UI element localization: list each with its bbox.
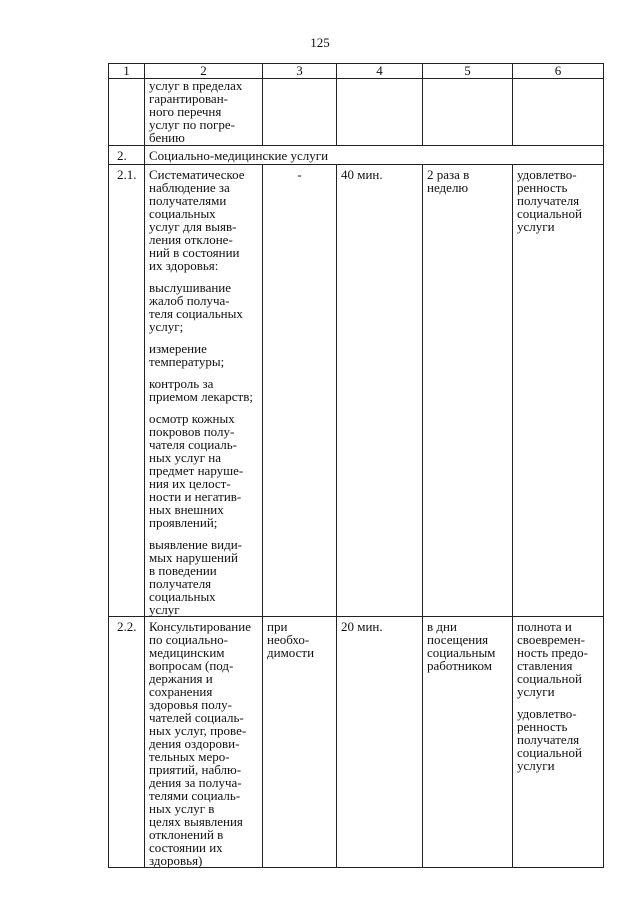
line: температуры; [149, 354, 225, 369]
line: социальной [517, 671, 582, 686]
table-row-continued [109, 79, 604, 146]
line: ности и негатив- [149, 489, 242, 504]
line: в дни [427, 619, 457, 634]
line: приемом лекарств; [149, 389, 253, 404]
line: медицинским [149, 645, 225, 660]
line: ность предо- [517, 645, 588, 660]
line: необхо- [267, 632, 310, 647]
line: посещения [427, 632, 489, 647]
cell-empty [423, 79, 513, 146]
line: выявление види- [149, 537, 243, 552]
section-row [109, 146, 604, 165]
line: состоянии их [149, 840, 223, 855]
header-cell-4: 4 [337, 64, 423, 79]
periodicity [423, 617, 513, 868]
line: ных услуг в [149, 801, 215, 816]
line: услуг для выяв- [149, 219, 237, 234]
line: ления отклоне- [149, 232, 233, 247]
periodicity [423, 165, 513, 617]
line: социальным [427, 645, 496, 660]
line: ных услуг, прове- [149, 723, 247, 738]
line: контроль за [149, 376, 214, 391]
line: ния их целост- [149, 476, 231, 491]
section-title: Социально-медицинские услуги [145, 146, 604, 165]
line: осмотр кожных [149, 411, 235, 426]
line: здоровья) [149, 853, 203, 868]
paragraph [149, 281, 258, 333]
line: полнота и [517, 619, 572, 634]
line: услуги [517, 758, 555, 773]
line: услуг по погре- [149, 117, 235, 132]
line: получателя [149, 576, 212, 591]
line: димости [267, 645, 315, 660]
table-row-2-1 [109, 165, 604, 617]
line: ренность [517, 719, 568, 734]
line: здоровья полу- [149, 697, 232, 712]
line: услуг в пределах [149, 78, 243, 93]
line: наблюдение за [149, 180, 230, 195]
frequency-condition [263, 617, 337, 868]
line: ний в состоянии [149, 245, 240, 260]
line: неделю [427, 180, 469, 195]
line: ренность [517, 180, 568, 195]
line: ставления [517, 658, 573, 673]
header-cell-3: 3 [263, 64, 337, 79]
paragraph [517, 620, 599, 698]
row-number: 2.1. [109, 165, 145, 617]
line: вопросам (под- [149, 658, 234, 673]
line: дения оздорови- [149, 736, 240, 751]
service-description [145, 165, 263, 617]
header-cell-6: 6 [513, 64, 604, 79]
section-number: 2. [109, 146, 145, 165]
line: их здоровья: [149, 258, 219, 273]
line: 2 раза в [427, 167, 470, 182]
line: чателей социаль- [149, 710, 244, 725]
line: удовлетво- [517, 706, 577, 721]
line: чателя социаль- [149, 437, 237, 452]
line: теля социальных [149, 306, 243, 321]
line: отклонений в [149, 827, 224, 842]
line: предмет наруше- [149, 463, 244, 478]
row-number: 2.2. [109, 617, 145, 868]
paragraph [149, 377, 258, 403]
line: гарантирован- [149, 91, 228, 106]
line: проявлений; [149, 515, 218, 530]
line: целях выявления [149, 814, 243, 829]
line: Консультирование [149, 619, 251, 634]
header-cell-2: 2 [145, 64, 263, 79]
line: услуг; [149, 319, 184, 334]
line: сохранения [149, 684, 213, 699]
line: жалоб получа- [149, 293, 230, 308]
cell-empty [109, 79, 145, 146]
line: держания и [149, 671, 213, 686]
header-cell-1: 1 [109, 64, 145, 79]
line: удовлетво- [517, 167, 577, 182]
line: бению [149, 130, 185, 145]
paragraph [149, 412, 258, 529]
frequency-condition: - [263, 165, 337, 617]
line: получателя [517, 732, 580, 747]
line: социальной [517, 745, 582, 760]
cell-empty [337, 79, 423, 146]
line: услуги [517, 219, 555, 234]
line: при [267, 619, 288, 634]
line: по социально- [149, 632, 228, 647]
paragraph [149, 538, 258, 616]
line: социальных [149, 589, 216, 604]
line: социальных [149, 206, 216, 221]
cell-empty [513, 79, 604, 146]
line: тельных меро- [149, 749, 230, 764]
line: работником [427, 658, 492, 673]
line: ных услуг на [149, 450, 222, 465]
line: приятий, наблю- [149, 762, 242, 777]
line: в поведении [149, 563, 217, 578]
line: покровов полу- [149, 424, 235, 439]
line: измерение [149, 341, 207, 356]
line: ных внешних [149, 502, 224, 517]
paragraph [149, 342, 258, 368]
line: Систематическое [149, 167, 245, 182]
line: получателями [149, 193, 227, 208]
line: своевремен- [517, 632, 585, 647]
line: услуг [149, 602, 180, 617]
cell-empty [263, 79, 337, 146]
service-description [145, 617, 263, 868]
paragraph [517, 707, 599, 772]
line: услуги [517, 684, 555, 699]
line: социальной [517, 206, 582, 221]
quality-indicator [513, 165, 604, 617]
duration: 40 мин. [337, 165, 423, 617]
services-table [108, 63, 604, 868]
line: ного перечня [149, 104, 222, 119]
quality-indicator [513, 617, 604, 868]
continued-description [145, 79, 263, 146]
line: дения за получа- [149, 775, 242, 790]
header-cell-5: 5 [423, 64, 513, 79]
page-number: 125 [310, 35, 330, 50]
line: получателя [517, 193, 580, 208]
paragraph [149, 168, 258, 272]
table-row-2-2 [109, 617, 604, 868]
line: телями социаль- [149, 788, 241, 803]
duration: 20 мин. [337, 617, 423, 868]
header-row [109, 64, 604, 79]
line: мых нарушений [149, 550, 238, 565]
line: выслушивание [149, 280, 232, 295]
